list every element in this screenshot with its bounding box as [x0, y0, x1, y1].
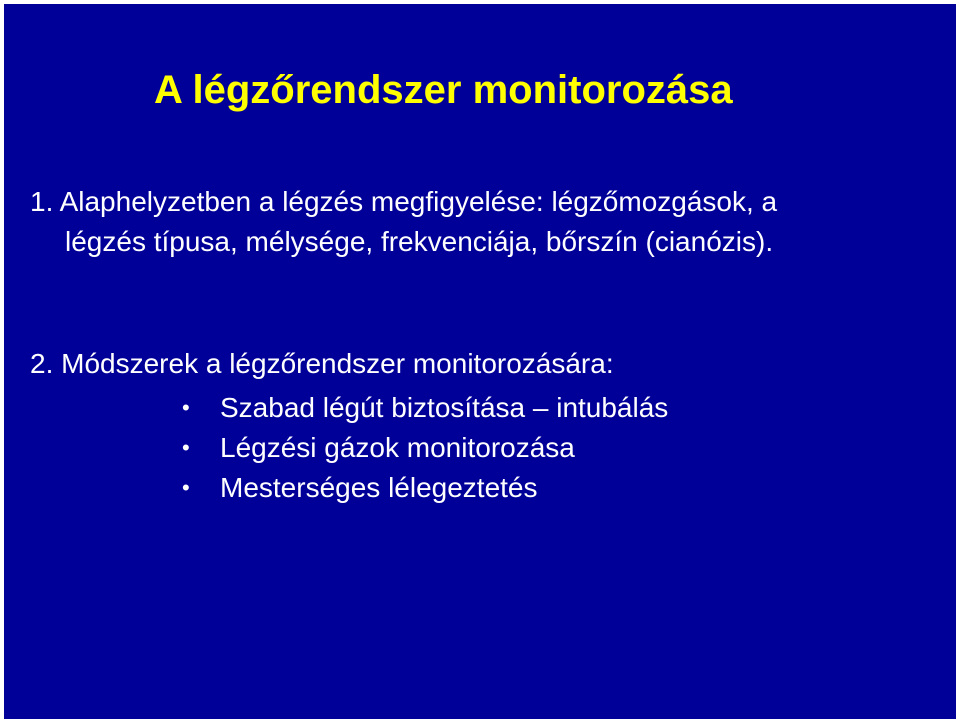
bullet-item — [182, 468, 668, 508]
bullet-icon: • — [182, 435, 190, 460]
item-1-line-2: légzés típusa, mélysége, frekvenciája, bőrszín (cianózis). — [65, 226, 774, 257]
slide — [4, 4, 956, 719]
numbered-item-1 — [30, 182, 950, 262]
numbered-item-2-heading: 2. Módszerek a légzőrendszer monitorozására: — [30, 348, 614, 379]
bullet-text: Szabad légút biztosítása – intubálás — [220, 392, 669, 423]
bullet-item — [182, 388, 668, 428]
bullet-icon: • — [182, 395, 190, 420]
bullet-item — [182, 428, 668, 468]
bullet-list — [182, 388, 668, 508]
bullet-icon: • — [182, 475, 190, 500]
bullet-text: Mesterséges lélegeztetés — [220, 472, 538, 503]
item-1-line-1: 1. Alaphelyzetben a légzés megfigyelése: légzőmozgások, a — [30, 186, 778, 217]
bullet-text: Légzési gázok monitorozása — [220, 432, 575, 463]
slide-title: A légzőrendszer monitorozása — [154, 68, 733, 112]
